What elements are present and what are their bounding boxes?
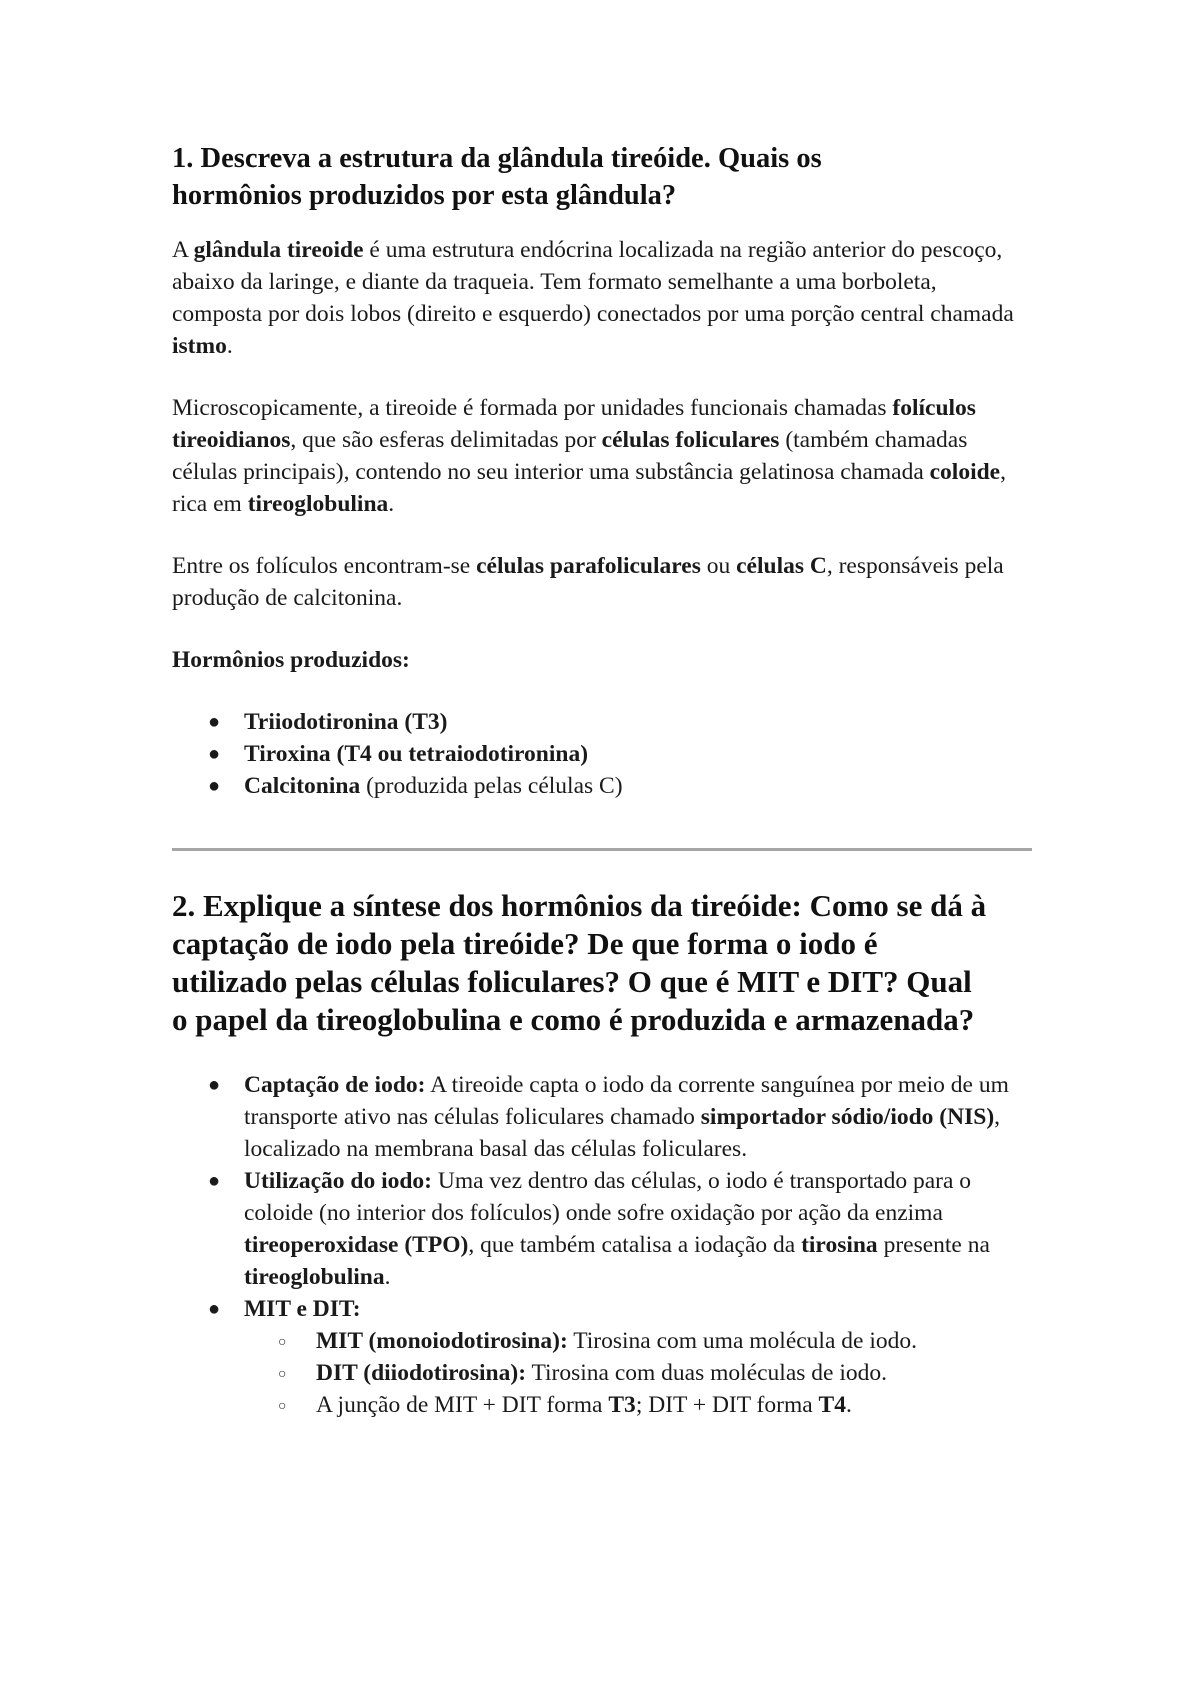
bold-text: MIT (monoiodotirosina): [316,1328,568,1354]
bullet-icon: ● [208,1074,221,1096]
sub-list-item [244,1389,964,1421]
section-2-title-line-1: 2. Explique a síntese dos hormônios da tireóide: Como se dá à [172,888,987,923]
text: Tirosina com duas moléculas de iodo. [526,1360,887,1386]
text: A [172,237,194,263]
bold-text: coloide [929,459,1001,485]
text: . [845,1392,852,1418]
bold-text: tireoglobulina [247,491,389,517]
text: A tireoide capta o iodo da corrente sanguínea por meio de um transporte ativo nas células foliculares chamado [244,1072,1009,1130]
bold-text: simportador sódio/iodo (NIS) [700,1104,995,1130]
paragraph-structure [172,234,1017,362]
circle-bullet-icon: ○ [278,1367,287,1382]
sub-list-item [244,1325,964,1357]
text: ; DIT + DIT forma [635,1392,819,1418]
bold-text: Hormônios produzidos: [172,647,410,673]
bullet-icon: ● [208,743,221,765]
bold-text: tirosina [801,1232,878,1258]
text: , responsáveis pela produção de calcitonina. [172,553,1004,611]
list-item [172,1165,1032,1293]
list-item [172,770,1032,802]
list-item [172,1069,1032,1165]
bold-text: DIT (diiodotirosina): [316,1360,527,1386]
bold-text: tireoperoxidase (TPO) [244,1232,469,1258]
text: presente na [877,1232,990,1258]
section-1-title [172,140,1032,214]
text: A junção de MIT + DIT forma [316,1392,609,1418]
text: , que são esferas delimitadas por [290,427,602,453]
bold-text: folículos tireoidianos [172,395,976,453]
text: , localizado na membrana basal das células foliculares. [244,1104,1001,1162]
text: ou [700,553,737,579]
hormones-heading [172,644,1032,676]
section-2-title-line-2: captação de iodo pela tireóide? De que forma o iodo é [172,926,878,961]
section-2-title-line-3: utilizado pelas células foliculares? O que é MIT e DIT? Qual [172,964,972,999]
bold-text: T3 [608,1392,636,1418]
text: , que também catalisa a iodação da [468,1232,802,1258]
text: . [384,1264,391,1290]
text: Entre os folículos encontram-se [172,553,477,579]
bullet-icon: ● [208,711,221,733]
text: . [226,333,233,359]
text: é uma estrutura endócrina localizada na região anterior do pescoço, abaixo da laringe, e diante da traqueia. Tem formato semelhante a uma borboleta, composta por dois lobos (direito e esquerdo) conectados por uma porção central chamada [172,237,1014,327]
sub-list [244,1325,964,1421]
bold-text: glândula tireoide [193,237,364,263]
text: Uma vez dentro das células, o iodo é transportado para o coloide (no interior dos folículos) onde sofre oxidação por ação da enzima [244,1168,972,1226]
text: (também chamadas células principais), contendo no seu interior uma substância gelatinosa chamada [172,427,968,485]
sub-list-item [244,1357,964,1389]
bold-text: T4 [818,1392,846,1418]
bold-text: células foliculares [601,427,780,453]
section-1-title-line-1: 1. Descreva a estrutura da glândula tireóide. Quais os [172,143,822,174]
section-2-title [172,887,1032,1039]
bold-text: células parafoliculares [476,553,701,579]
bold-text: MIT e DIT: [244,1296,361,1322]
list-item [172,1293,1032,1421]
bold-text: Calcitonina [244,773,361,799]
list-item [172,738,1032,770]
list-item [172,706,1032,738]
text: Microscopicamente, a tireoide é formada por unidades funcionais chamadas [172,395,893,421]
hormones-list [172,706,1032,802]
text: , rica em [172,459,1006,517]
bold-text: Triiodotironina (T3) [244,709,448,735]
synthesis-list [172,1069,1032,1421]
section-1-title-line-2: hormônios produzidos por esta glândula? [172,180,677,211]
paragraph-microscopy [172,392,1022,520]
bold-text: Tiroxina (T4 ou tetraiodotironina) [244,741,589,767]
circle-bullet-icon: ○ [278,1399,287,1414]
bold-text: Utilização do iodo: [244,1168,432,1194]
bullet-icon: ● [208,775,221,797]
bullet-icon: ● [208,1170,221,1192]
bold-text: Captação de iodo: [244,1072,426,1098]
bold-text: tireoglobulina [244,1264,385,1290]
section-2-title-line-4: o papel da tireoglobulina e como é produzida e armazenada? [172,1002,975,1037]
document-page [172,140,1032,1421]
bullet-icon: ● [208,1298,221,1320]
text: (produzida pelas células C) [360,773,623,799]
text: Tirosina com uma molécula de iodo. [567,1328,917,1354]
text: . [388,491,395,517]
paragraph-parafollicular [172,550,1012,614]
bold-text: istmo [172,333,227,359]
bold-text: células C [736,553,827,579]
circle-bullet-icon: ○ [278,1335,287,1350]
